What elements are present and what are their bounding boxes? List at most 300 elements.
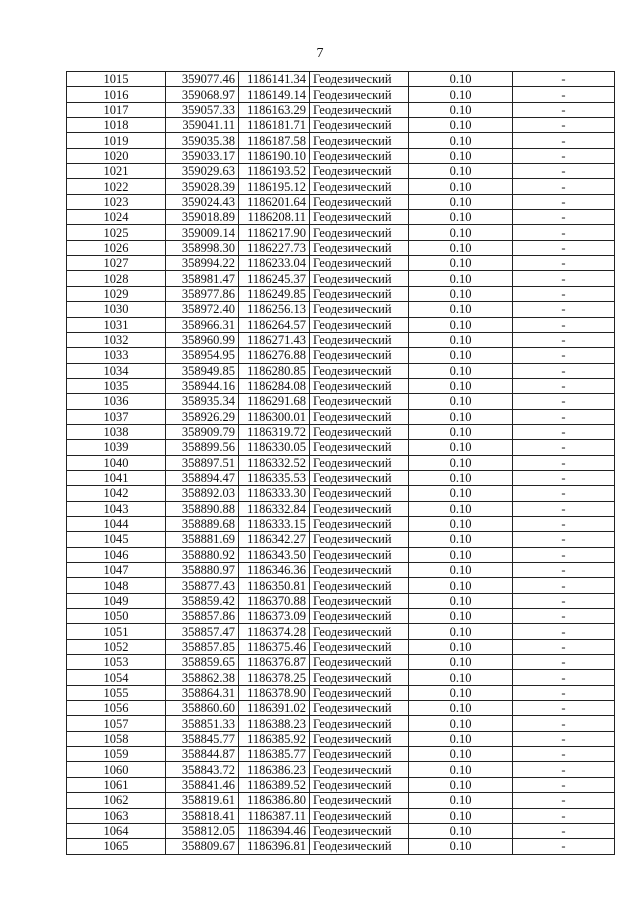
- y-coordinate-cell: 1186386.80: [239, 793, 310, 808]
- table-row: [67, 716, 615, 731]
- method-cell: Геодезический: [310, 670, 409, 685]
- x-coordinate-cell: 358926.29: [166, 409, 239, 424]
- description-cell: -: [513, 424, 615, 439]
- accuracy-cell: 0.10: [409, 670, 513, 685]
- accuracy-cell: 0.10: [409, 762, 513, 777]
- accuracy-cell: 0.10: [409, 470, 513, 485]
- accuracy-cell: 0.10: [409, 486, 513, 501]
- point-number-cell: 1031: [67, 317, 166, 332]
- description-cell: -: [513, 609, 615, 624]
- x-coordinate-cell: 358857.85: [166, 639, 239, 654]
- x-coordinate-cell: 359077.46: [166, 72, 239, 87]
- description-cell: -: [513, 363, 615, 378]
- accuracy-cell: 0.10: [409, 102, 513, 117]
- description-cell: -: [513, 317, 615, 332]
- table-row: [67, 609, 615, 624]
- accuracy-cell: 0.10: [409, 424, 513, 439]
- accuracy-cell: 0.10: [409, 87, 513, 102]
- method-cell: Геодезический: [310, 87, 409, 102]
- x-coordinate-cell: 358809.67: [166, 839, 239, 854]
- x-coordinate-cell: 358843.72: [166, 762, 239, 777]
- y-coordinate-cell: 1186378.25: [239, 670, 310, 685]
- method-cell: Геодезический: [310, 194, 409, 209]
- y-coordinate-cell: 1186389.52: [239, 777, 310, 792]
- table-row: [67, 286, 615, 301]
- method-cell: Геодезический: [310, 302, 409, 317]
- x-coordinate-cell: 358944.16: [166, 378, 239, 393]
- table-row: [67, 455, 615, 470]
- y-coordinate-cell: 1186276.88: [239, 348, 310, 363]
- table-row: [67, 378, 615, 393]
- method-cell: Геодезический: [310, 532, 409, 547]
- x-coordinate-cell: 358857.47: [166, 624, 239, 639]
- x-coordinate-cell: 358860.60: [166, 701, 239, 716]
- x-coordinate-cell: 358892.03: [166, 486, 239, 501]
- description-cell: -: [513, 747, 615, 762]
- point-number-cell: 1026: [67, 240, 166, 255]
- point-number-cell: 1045: [67, 532, 166, 547]
- method-cell: Геодезический: [310, 762, 409, 777]
- x-coordinate-cell: 358841.46: [166, 777, 239, 792]
- accuracy-cell: 0.10: [409, 225, 513, 240]
- table-row: [67, 363, 615, 378]
- accuracy-cell: 0.10: [409, 210, 513, 225]
- point-number-cell: 1029: [67, 286, 166, 301]
- description-cell: -: [513, 256, 615, 271]
- table-row: [67, 701, 615, 716]
- x-coordinate-cell: 359068.97: [166, 87, 239, 102]
- method-cell: Геодезический: [310, 271, 409, 286]
- y-coordinate-cell: 1186375.46: [239, 639, 310, 654]
- y-coordinate-cell: 1186342.27: [239, 532, 310, 547]
- method-cell: Геодезический: [310, 808, 409, 823]
- point-number-cell: 1037: [67, 409, 166, 424]
- method-cell: Геодезический: [310, 348, 409, 363]
- description-cell: -: [513, 271, 615, 286]
- x-coordinate-cell: 358862.38: [166, 670, 239, 685]
- method-cell: Геодезический: [310, 609, 409, 624]
- point-number-cell: 1040: [67, 455, 166, 470]
- accuracy-cell: 0.10: [409, 593, 513, 608]
- description-cell: -: [513, 808, 615, 823]
- point-number-cell: 1038: [67, 424, 166, 439]
- accuracy-cell: 0.10: [409, 547, 513, 562]
- x-coordinate-cell: 358864.31: [166, 685, 239, 700]
- accuracy-cell: 0.10: [409, 516, 513, 531]
- description-cell: -: [513, 532, 615, 547]
- x-coordinate-cell: 358894.47: [166, 470, 239, 485]
- table-row: [67, 731, 615, 746]
- point-number-cell: 1016: [67, 87, 166, 102]
- accuracy-cell: 0.10: [409, 118, 513, 133]
- y-coordinate-cell: 1186227.73: [239, 240, 310, 255]
- point-number-cell: 1044: [67, 516, 166, 531]
- table-row: [67, 839, 615, 854]
- x-coordinate-cell: 358998.30: [166, 240, 239, 255]
- coordinates-table: [66, 71, 615, 855]
- page-number: 7: [316, 46, 324, 61]
- y-coordinate-cell: 1186346.36: [239, 563, 310, 578]
- accuracy-cell: 0.10: [409, 731, 513, 746]
- table-row: [67, 102, 615, 117]
- point-number-cell: 1048: [67, 578, 166, 593]
- y-coordinate-cell: 1186280.85: [239, 363, 310, 378]
- table-row: [67, 777, 615, 792]
- description-cell: -: [513, 210, 615, 225]
- table-row: [67, 685, 615, 700]
- x-coordinate-cell: 358880.97: [166, 563, 239, 578]
- y-coordinate-cell: 1186245.37: [239, 271, 310, 286]
- description-cell: -: [513, 118, 615, 133]
- x-coordinate-cell: 359018.89: [166, 210, 239, 225]
- description-cell: -: [513, 486, 615, 501]
- method-cell: Геодезический: [310, 455, 409, 470]
- y-coordinate-cell: 1186385.92: [239, 731, 310, 746]
- description-cell: -: [513, 670, 615, 685]
- accuracy-cell: 0.10: [409, 716, 513, 731]
- method-cell: Геодезический: [310, 501, 409, 516]
- description-cell: -: [513, 563, 615, 578]
- table-row: [67, 470, 615, 485]
- point-number-cell: 1060: [67, 762, 166, 777]
- point-number-cell: 1020: [67, 148, 166, 163]
- point-number-cell: 1053: [67, 655, 166, 670]
- method-cell: Геодезический: [310, 655, 409, 670]
- point-number-cell: 1028: [67, 271, 166, 286]
- y-coordinate-cell: 1186335.53: [239, 470, 310, 485]
- table-row: [67, 118, 615, 133]
- point-number-cell: 1043: [67, 501, 166, 516]
- y-coordinate-cell: 1186149.14: [239, 87, 310, 102]
- y-coordinate-cell: 1186332.52: [239, 455, 310, 470]
- table-body: [67, 72, 615, 855]
- description-cell: -: [513, 593, 615, 608]
- x-coordinate-cell: 358994.22: [166, 256, 239, 271]
- description-cell: -: [513, 164, 615, 179]
- y-coordinate-cell: 1186217.90: [239, 225, 310, 240]
- accuracy-cell: 0.10: [409, 701, 513, 716]
- y-coordinate-cell: 1186163.29: [239, 102, 310, 117]
- point-number-cell: 1051: [67, 624, 166, 639]
- x-coordinate-cell: 358845.77: [166, 731, 239, 746]
- method-cell: Геодезический: [310, 317, 409, 332]
- method-cell: Геодезический: [310, 424, 409, 439]
- point-number-cell: 1056: [67, 701, 166, 716]
- table-row: [67, 563, 615, 578]
- point-number-cell: 1063: [67, 808, 166, 823]
- accuracy-cell: 0.10: [409, 271, 513, 286]
- description-cell: -: [513, 378, 615, 393]
- method-cell: Геодезический: [310, 701, 409, 716]
- x-coordinate-cell: 359057.33: [166, 102, 239, 117]
- accuracy-cell: 0.10: [409, 839, 513, 854]
- x-coordinate-cell: 358889.68: [166, 516, 239, 531]
- table-row: [67, 486, 615, 501]
- x-coordinate-cell: 358877.43: [166, 578, 239, 593]
- method-cell: Геодезический: [310, 777, 409, 792]
- table-row: [67, 194, 615, 209]
- method-cell: Геодезический: [310, 409, 409, 424]
- description-cell: -: [513, 72, 615, 87]
- y-coordinate-cell: 1186370.88: [239, 593, 310, 608]
- x-coordinate-cell: 359041.11: [166, 118, 239, 133]
- x-coordinate-cell: 359029.63: [166, 164, 239, 179]
- x-coordinate-cell: 359033.17: [166, 148, 239, 163]
- x-coordinate-cell: 358972.40: [166, 302, 239, 317]
- method-cell: Геодезический: [310, 286, 409, 301]
- y-coordinate-cell: 1186256.13: [239, 302, 310, 317]
- description-cell: -: [513, 716, 615, 731]
- method-cell: Геодезический: [310, 578, 409, 593]
- accuracy-cell: 0.10: [409, 256, 513, 271]
- accuracy-cell: 0.10: [409, 378, 513, 393]
- x-coordinate-cell: 358977.86: [166, 286, 239, 301]
- y-coordinate-cell: 1186376.87: [239, 655, 310, 670]
- x-coordinate-cell: 359009.14: [166, 225, 239, 240]
- y-coordinate-cell: 1186388.23: [239, 716, 310, 731]
- x-coordinate-cell: 358897.51: [166, 455, 239, 470]
- method-cell: Геодезический: [310, 593, 409, 608]
- point-number-cell: 1032: [67, 332, 166, 347]
- y-coordinate-cell: 1186264.57: [239, 317, 310, 332]
- table-row: [67, 302, 615, 317]
- accuracy-cell: 0.10: [409, 194, 513, 209]
- description-cell: -: [513, 516, 615, 531]
- point-number-cell: 1058: [67, 731, 166, 746]
- point-number-cell: 1019: [67, 133, 166, 148]
- accuracy-cell: 0.10: [409, 409, 513, 424]
- method-cell: Геодезический: [310, 639, 409, 654]
- point-number-cell: 1054: [67, 670, 166, 685]
- method-cell: Геодезический: [310, 240, 409, 255]
- y-coordinate-cell: 1186271.43: [239, 332, 310, 347]
- y-coordinate-cell: 1186193.52: [239, 164, 310, 179]
- accuracy-cell: 0.10: [409, 532, 513, 547]
- table-row: [67, 148, 615, 163]
- method-cell: Геодезический: [310, 133, 409, 148]
- table-row: [67, 578, 615, 593]
- point-number-cell: 1033: [67, 348, 166, 363]
- table-row: [67, 593, 615, 608]
- table-row: [67, 179, 615, 194]
- accuracy-cell: 0.10: [409, 133, 513, 148]
- point-number-cell: 1023: [67, 194, 166, 209]
- point-number-cell: 1035: [67, 378, 166, 393]
- x-coordinate-cell: 358818.41: [166, 808, 239, 823]
- x-coordinate-cell: 358880.92: [166, 547, 239, 562]
- point-number-cell: 1055: [67, 685, 166, 700]
- accuracy-cell: 0.10: [409, 455, 513, 470]
- x-coordinate-cell: 359028.39: [166, 179, 239, 194]
- method-cell: Геодезический: [310, 747, 409, 762]
- point-number-cell: 1015: [67, 72, 166, 87]
- table-row: [67, 240, 615, 255]
- y-coordinate-cell: 1186343.50: [239, 547, 310, 562]
- accuracy-cell: 0.10: [409, 179, 513, 194]
- description-cell: -: [513, 639, 615, 654]
- description-cell: -: [513, 87, 615, 102]
- accuracy-cell: 0.10: [409, 747, 513, 762]
- table-row: [67, 332, 615, 347]
- accuracy-cell: 0.10: [409, 793, 513, 808]
- table-row: [67, 793, 615, 808]
- method-cell: Геодезический: [310, 716, 409, 731]
- description-cell: -: [513, 823, 615, 838]
- description-cell: -: [513, 148, 615, 163]
- x-coordinate-cell: 358890.88: [166, 501, 239, 516]
- point-number-cell: 1049: [67, 593, 166, 608]
- accuracy-cell: 0.10: [409, 624, 513, 639]
- table-row: [67, 747, 615, 762]
- description-cell: -: [513, 793, 615, 808]
- x-coordinate-cell: 358844.87: [166, 747, 239, 762]
- method-cell: Геодезический: [310, 179, 409, 194]
- y-coordinate-cell: 1186396.81: [239, 839, 310, 854]
- table-row: [67, 516, 615, 531]
- description-cell: -: [513, 440, 615, 455]
- point-number-cell: 1039: [67, 440, 166, 455]
- y-coordinate-cell: 1186195.12: [239, 179, 310, 194]
- table-row: [67, 424, 615, 439]
- y-coordinate-cell: 1186284.08: [239, 378, 310, 393]
- table-row: [67, 394, 615, 409]
- description-cell: -: [513, 394, 615, 409]
- description-cell: -: [513, 179, 615, 194]
- description-cell: -: [513, 701, 615, 716]
- y-coordinate-cell: 1186208.11: [239, 210, 310, 225]
- x-coordinate-cell: 358851.33: [166, 716, 239, 731]
- accuracy-cell: 0.10: [409, 348, 513, 363]
- point-number-cell: 1052: [67, 639, 166, 654]
- description-cell: -: [513, 240, 615, 255]
- x-coordinate-cell: 358881.69: [166, 532, 239, 547]
- point-number-cell: 1027: [67, 256, 166, 271]
- point-number-cell: 1042: [67, 486, 166, 501]
- method-cell: Геодезический: [310, 256, 409, 271]
- point-number-cell: 1022: [67, 179, 166, 194]
- point-number-cell: 1064: [67, 823, 166, 838]
- point-number-cell: 1047: [67, 563, 166, 578]
- y-coordinate-cell: 1186330.05: [239, 440, 310, 455]
- accuracy-cell: 0.10: [409, 148, 513, 163]
- x-coordinate-cell: 358960.99: [166, 332, 239, 347]
- y-coordinate-cell: 1186350.81: [239, 578, 310, 593]
- point-number-cell: 1065: [67, 839, 166, 854]
- accuracy-cell: 0.10: [409, 655, 513, 670]
- point-number-cell: 1034: [67, 363, 166, 378]
- method-cell: Геодезический: [310, 624, 409, 639]
- x-coordinate-cell: 358949.85: [166, 363, 239, 378]
- point-number-cell: 1061: [67, 777, 166, 792]
- y-coordinate-cell: 1186332.84: [239, 501, 310, 516]
- accuracy-cell: 0.10: [409, 578, 513, 593]
- description-cell: -: [513, 133, 615, 148]
- accuracy-cell: 0.10: [409, 501, 513, 516]
- description-cell: -: [513, 470, 615, 485]
- table-row: [67, 348, 615, 363]
- method-cell: Геодезический: [310, 102, 409, 117]
- method-cell: Геодезический: [310, 72, 409, 87]
- x-coordinate-cell: 358812.05: [166, 823, 239, 838]
- table-row: [67, 72, 615, 87]
- table-row: [67, 133, 615, 148]
- method-cell: Геодезический: [310, 839, 409, 854]
- method-cell: Геодезический: [310, 210, 409, 225]
- accuracy-cell: 0.10: [409, 563, 513, 578]
- description-cell: -: [513, 455, 615, 470]
- accuracy-cell: 0.10: [409, 302, 513, 317]
- y-coordinate-cell: 1186187.58: [239, 133, 310, 148]
- y-coordinate-cell: 1186374.28: [239, 624, 310, 639]
- point-number-cell: 1062: [67, 793, 166, 808]
- y-coordinate-cell: 1186233.04: [239, 256, 310, 271]
- point-number-cell: 1025: [67, 225, 166, 240]
- description-cell: -: [513, 348, 615, 363]
- x-coordinate-cell: 358909.79: [166, 424, 239, 439]
- description-cell: -: [513, 624, 615, 639]
- method-cell: Геодезический: [310, 823, 409, 838]
- y-coordinate-cell: 1186300.01: [239, 409, 310, 424]
- accuracy-cell: 0.10: [409, 164, 513, 179]
- table-row: [67, 762, 615, 777]
- method-cell: Геодезический: [310, 394, 409, 409]
- accuracy-cell: 0.10: [409, 317, 513, 332]
- y-coordinate-cell: 1186291.68: [239, 394, 310, 409]
- accuracy-cell: 0.10: [409, 808, 513, 823]
- point-number-cell: 1059: [67, 747, 166, 762]
- x-coordinate-cell: 358857.86: [166, 609, 239, 624]
- accuracy-cell: 0.10: [409, 777, 513, 792]
- method-cell: Геодезический: [310, 470, 409, 485]
- y-coordinate-cell: 1186373.09: [239, 609, 310, 624]
- description-cell: -: [513, 194, 615, 209]
- x-coordinate-cell: 358954.95: [166, 348, 239, 363]
- point-number-cell: 1021: [67, 164, 166, 179]
- table-row: [67, 87, 615, 102]
- method-cell: Геодезический: [310, 225, 409, 240]
- method-cell: Геодезический: [310, 563, 409, 578]
- table-row: [67, 624, 615, 639]
- y-coordinate-cell: 1186141.34: [239, 72, 310, 87]
- table-row: [67, 532, 615, 547]
- x-coordinate-cell: 358935.34: [166, 394, 239, 409]
- method-cell: Геодезический: [310, 440, 409, 455]
- table-row: [67, 271, 615, 286]
- description-cell: -: [513, 578, 615, 593]
- description-cell: -: [513, 225, 615, 240]
- y-coordinate-cell: 1186386.23: [239, 762, 310, 777]
- accuracy-cell: 0.10: [409, 394, 513, 409]
- table-row: [67, 501, 615, 516]
- method-cell: Геодезический: [310, 793, 409, 808]
- accuracy-cell: 0.10: [409, 609, 513, 624]
- method-cell: Геодезический: [310, 547, 409, 562]
- table-row: [67, 317, 615, 332]
- y-coordinate-cell: 1186387.11: [239, 808, 310, 823]
- table-row: [67, 639, 615, 654]
- description-cell: -: [513, 762, 615, 777]
- point-number-cell: 1057: [67, 716, 166, 731]
- x-coordinate-cell: 358966.31: [166, 317, 239, 332]
- method-cell: Геодезический: [310, 378, 409, 393]
- method-cell: Геодезический: [310, 332, 409, 347]
- y-coordinate-cell: 1186385.77: [239, 747, 310, 762]
- method-cell: Геодезический: [310, 164, 409, 179]
- x-coordinate-cell: 359024.43: [166, 194, 239, 209]
- table-row: [67, 225, 615, 240]
- point-number-cell: 1017: [67, 102, 166, 117]
- accuracy-cell: 0.10: [409, 72, 513, 87]
